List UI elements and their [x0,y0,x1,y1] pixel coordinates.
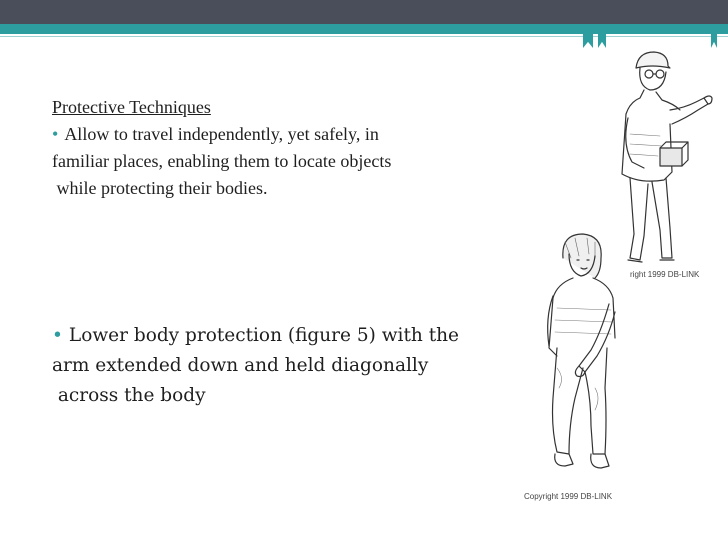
para2-line-3: across the body [52,385,206,406]
bullet-paragraph-1 [52,121,532,202]
para1-line-3: while protecting their bodies. [52,178,268,198]
para1-line-2: familiar places, enabling them to locate objects [52,151,392,171]
lower-body-protection-figure [535,228,633,480]
para2-line-1 [52,321,532,351]
slide-heading: Protective Techniques [52,97,211,117]
bullet-paragraph-2 [52,321,532,411]
lower-figure-caption: Copyright 1999 DB-LINK [524,492,613,501]
para1-text-1: Allow to travel independently, yet safely, in [64,124,379,144]
bullet-icon: • [52,124,59,144]
para2-line-2: arm extended down and held diagonally [52,355,429,376]
bullet-icon: • [52,325,63,346]
upper-figure-caption: right 1999 DB-LINK [630,270,700,279]
accent-strip [0,24,728,34]
ribbon-decoration [583,26,593,48]
para1-line-1 [52,121,532,148]
header-bar [0,0,728,24]
divider-line-thin [0,36,728,37]
para2-text-1: Lower body protection (figure 5) with the [68,325,459,346]
